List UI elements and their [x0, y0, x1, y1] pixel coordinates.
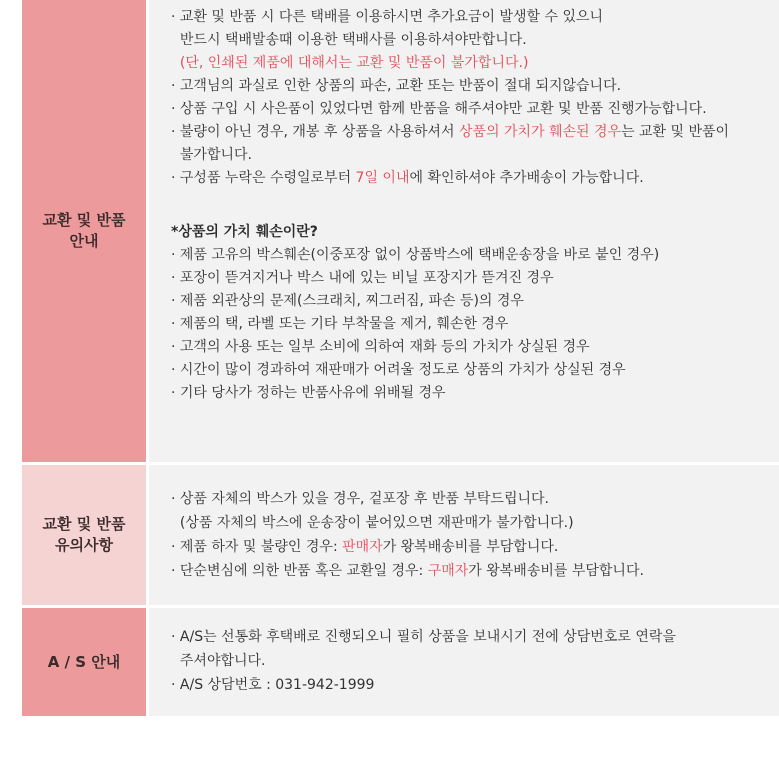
- line-text: · A/S는 선통화 후택배로 진행되오니 필히 상품을 보내시기 전에 상담번호로 연락을: [171, 629, 676, 645]
- line-text: 에 확인하셔야 추가배송이 가능합니다.: [409, 170, 644, 186]
- highlight-text: 7일 이내: [355, 170, 410, 186]
- section-content: [149, 0, 779, 462]
- line-text: (상품 자체의 박스에 운송장이 붙어있으면 재판매가 불가합니다.): [171, 515, 574, 531]
- text-line: [171, 382, 779, 405]
- text-line: [171, 535, 779, 559]
- section-label: A / S 안내: [22, 608, 146, 716]
- text-line: [171, 121, 779, 144]
- line-text: · 구성품 누락은 수령일로부터: [171, 170, 356, 186]
- text-line: [171, 98, 779, 121]
- text-line: [171, 559, 779, 583]
- text-line: [171, 487, 779, 511]
- line-text: 불가합니다.: [171, 147, 252, 163]
- line-text: · 고객님의 과실로 인한 상품의 파손, 교환 또는 반품이 절대 되지않습니다.: [171, 78, 622, 94]
- line-text: 반드시 택배발송때 이용한 택배사를 이용하셔야만합니다.: [171, 32, 527, 48]
- subheading-text: *상품의 가치 훼손이란?: [171, 224, 318, 240]
- text-line: [171, 511, 779, 535]
- line-text: · 제품 외관상의 문제(스크래치, 찌그러짐, 파손 등)의 경우: [171, 293, 524, 309]
- text-line: [171, 144, 779, 167]
- line-text: · 단순변심에 의한 반품 혹은 교환일 경우:: [171, 563, 428, 579]
- line-text: · 상품 구입 시 사은품이 있었다면 함께 반품을 해주셔야만 교환 및 반품 진행가능합니다.: [171, 101, 707, 117]
- highlight-text: 구매자: [427, 563, 469, 579]
- line-text: · 시간이 많이 경과하여 재판매가 어려울 정도로 상품의 가치가 상실된 경우: [171, 362, 626, 378]
- line-text: 는 교환 및 반품이: [621, 124, 730, 140]
- text-line: [171, 313, 779, 336]
- line-text: · 포장이 뜯겨지거나 박스 내에 있는 비닐 포장지가 뜯겨진 경우: [171, 270, 554, 286]
- line-text: · 제품 고유의 박스훼손(이중포장 없이 상품박스에 택배운송장을 바로 붙인 경우): [171, 247, 660, 263]
- text-line: [171, 221, 779, 244]
- text-line: [171, 290, 779, 313]
- line-text: · 상품 자체의 박스가 있을 경우, 겉포장 후 반품 부탁드립니다.: [171, 491, 549, 507]
- text-line: [171, 359, 779, 382]
- line-text: · 교환 및 반품 시 다른 택배를 이용하시면 추가요금이 발생할 수 있으니: [171, 9, 604, 25]
- text-line: [171, 29, 779, 52]
- text-line: [171, 649, 779, 673]
- line-text: · 고객의 사용 또는 일부 소비에 의하여 재화 등의 가치가 상실된 경우: [171, 339, 590, 355]
- section-label: 교환 및 반품 안내: [22, 0, 146, 462]
- text-line: [171, 336, 779, 359]
- text-line: [171, 625, 779, 649]
- highlight-text: (단, 인쇄된 제품에 대해서는 교환 및 반품이 불가합니다.): [171, 55, 529, 71]
- text-line: [171, 75, 779, 98]
- spacer: [171, 190, 779, 221]
- text-line: [171, 6, 779, 29]
- section-exchange-return: [22, 0, 779, 462]
- line-text: · 제품의 택, 라벨 또는 기타 부착물을 제거, 훼손한 경우: [171, 316, 509, 332]
- line-text: · 기타 당사가 정하는 반품사유에 위배될 경우: [171, 385, 446, 401]
- line-text: · A/S 상담번호 : 031-942-1999: [171, 677, 375, 693]
- text-line: [171, 52, 779, 75]
- text-line: [171, 167, 779, 190]
- line-text: · 불량이 아닌 경우, 개봉 후 상품을 사용하셔서: [171, 124, 459, 140]
- section-content: [149, 608, 779, 716]
- line-text: · 제품 하자 및 불량인 경우:: [171, 539, 343, 555]
- section-label: 교환 및 반품 유의사항: [22, 465, 146, 605]
- section-exchange-notice: [22, 465, 779, 605]
- section-content: [149, 465, 779, 605]
- text-line: [171, 673, 779, 697]
- line-text: 가 왕복배송비를 부담합니다.: [468, 563, 644, 579]
- highlight-text: 판매자: [342, 539, 383, 555]
- line-text: 가 왕복배송비를 부담합니다.: [382, 539, 559, 555]
- text-line: [171, 267, 779, 290]
- text-line: [171, 244, 779, 267]
- highlight-text: 상품의 가치가 훼손된 경우: [458, 124, 622, 140]
- section-as-guide: [22, 608, 779, 716]
- line-text: 주셔야합니다.: [171, 653, 266, 669]
